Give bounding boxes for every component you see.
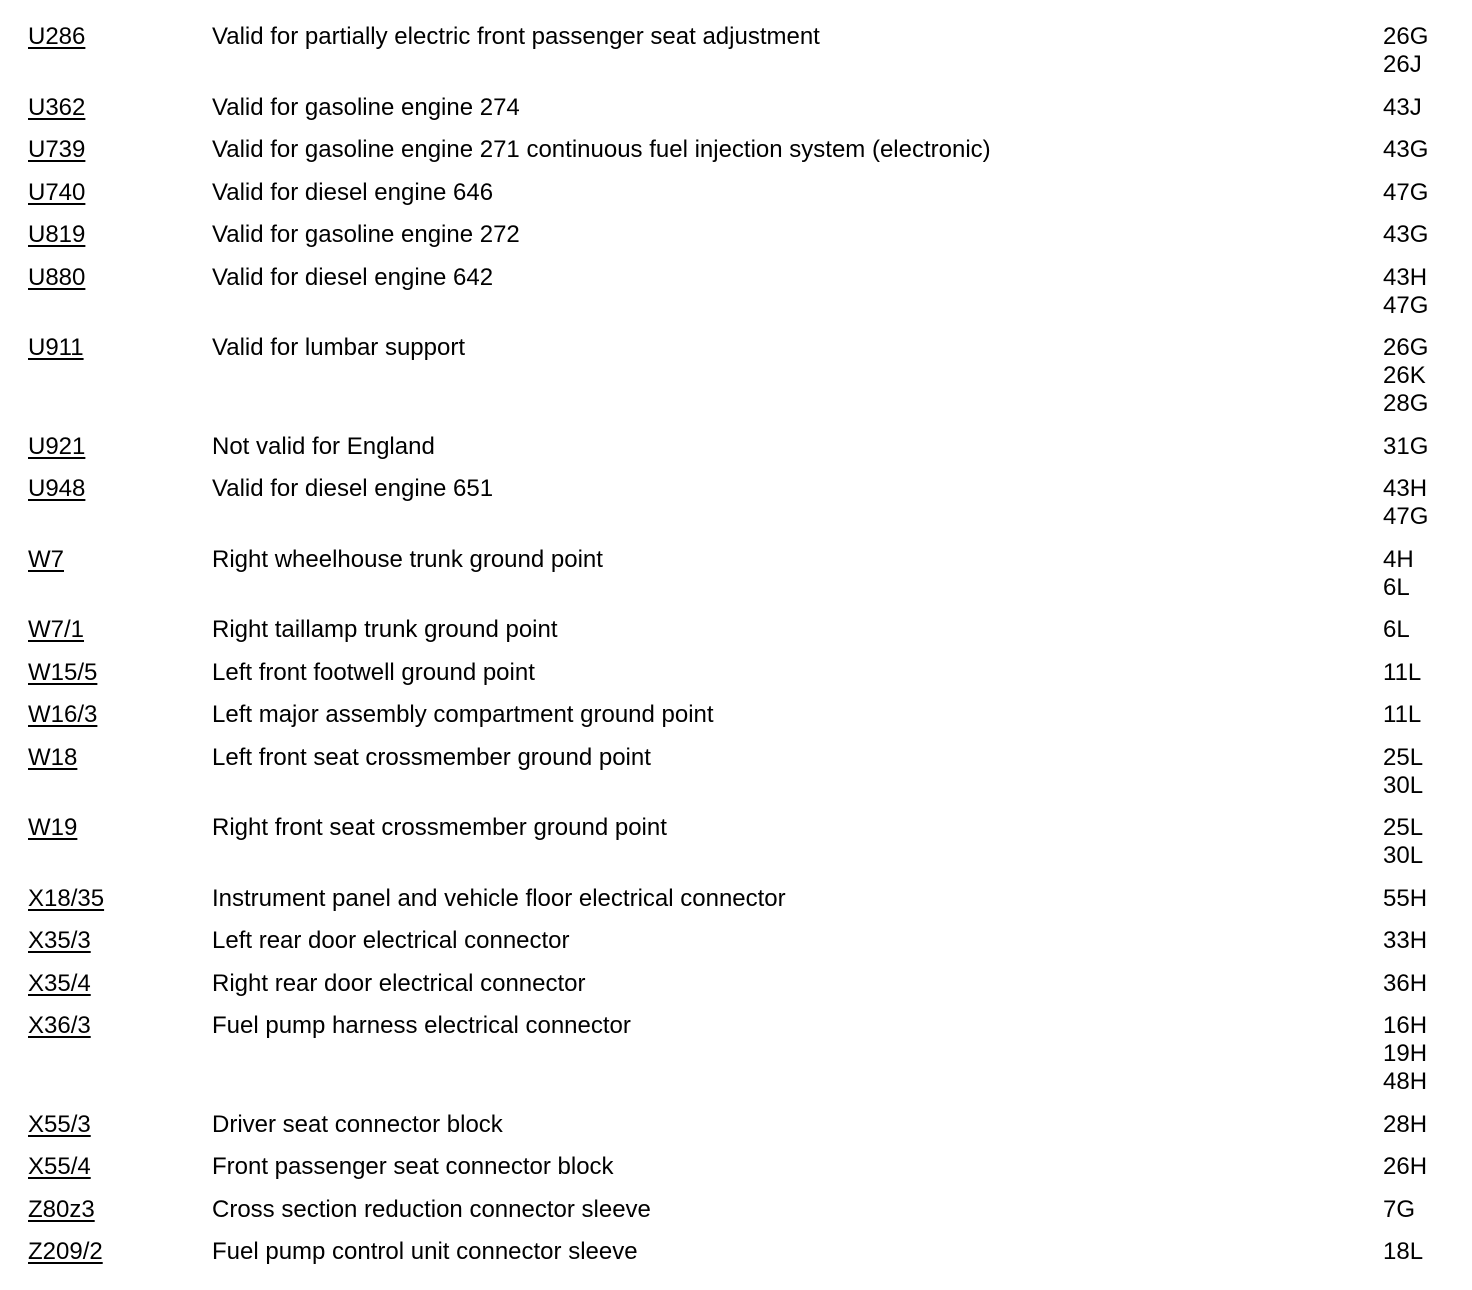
component-code-cell bbox=[0, 1111, 212, 1139]
grid-reference-list bbox=[1383, 179, 1472, 207]
grid-reference: 47G bbox=[1383, 503, 1429, 530]
grid-reference-list bbox=[1383, 264, 1472, 320]
component-code-link[interactable]: W16/3 bbox=[28, 701, 98, 728]
component-description: Front passenger seat connector block bbox=[212, 1153, 614, 1180]
component-code-link[interactable]: X18/35 bbox=[28, 884, 105, 912]
component-code-cell bbox=[0, 1153, 212, 1181]
legend-row bbox=[0, 1238, 1472, 1266]
grid-reference: 33H bbox=[1383, 927, 1428, 954]
component-code-link[interactable]: U911 bbox=[28, 334, 84, 361]
grid-reference-list bbox=[1383, 1153, 1472, 1181]
grid-reference-list bbox=[1383, 701, 1472, 729]
component-code-cell bbox=[0, 1012, 212, 1040]
grid-reference: 18L bbox=[1383, 1238, 1424, 1265]
grid-reference-list bbox=[1383, 23, 1472, 79]
component-code-cell bbox=[0, 334, 212, 362]
component-code-link[interactable]: U880 bbox=[28, 263, 86, 291]
component-code-link[interactable]: U921 bbox=[28, 432, 86, 460]
legend-row bbox=[0, 1153, 1472, 1181]
component-code-link[interactable]: W18 bbox=[28, 743, 78, 771]
component-code-cell bbox=[0, 23, 212, 51]
grid-reference: 26J bbox=[1383, 51, 1422, 78]
component-code-link[interactable]: U362 bbox=[28, 93, 86, 121]
grid-reference: 25L bbox=[1383, 743, 1424, 771]
component-description: Valid for gasoline engine 274 bbox=[212, 93, 520, 121]
component-code-link[interactable]: U286 bbox=[28, 23, 86, 50]
grid-reference-list bbox=[1383, 814, 1472, 870]
component-description: Right rear door electrical connector bbox=[212, 969, 586, 997]
component-description: Driver seat connector block bbox=[212, 1110, 503, 1138]
component-code-cell bbox=[0, 475, 212, 503]
legend-row bbox=[0, 264, 1472, 320]
grid-reference-list bbox=[1383, 1111, 1472, 1139]
component-code-cell bbox=[0, 927, 212, 955]
component-code-cell bbox=[0, 221, 212, 249]
component-code-cell bbox=[0, 546, 212, 574]
legend-row bbox=[0, 221, 1472, 249]
legend-row bbox=[0, 1111, 1472, 1139]
component-code-cell bbox=[0, 264, 212, 292]
grid-reference-list bbox=[1383, 1012, 1472, 1096]
grid-reference: 7G bbox=[1383, 1195, 1416, 1223]
grid-reference-list bbox=[1383, 659, 1472, 687]
legend-row bbox=[0, 659, 1472, 687]
component-code-link[interactable]: U740 bbox=[28, 178, 86, 206]
grid-reference: 43J bbox=[1383, 93, 1422, 121]
component-description: Valid for partially electric front passenger seat adjustment bbox=[212, 23, 820, 50]
component-code-link[interactable]: W19 bbox=[28, 814, 78, 841]
component-code-cell bbox=[0, 659, 212, 687]
component-description: Cross section reduction connector sleeve bbox=[212, 1195, 651, 1223]
legend-row bbox=[0, 885, 1472, 913]
grid-reference: 11L bbox=[1383, 658, 1422, 686]
grid-reference-list bbox=[1383, 1196, 1472, 1224]
component-description: Left major assembly compartment ground point bbox=[212, 701, 714, 728]
legend-row bbox=[0, 927, 1472, 955]
component-description: Valid for gasoline engine 272 bbox=[212, 221, 520, 248]
grid-reference: 16H bbox=[1383, 1012, 1428, 1039]
grid-reference-list bbox=[1383, 475, 1472, 531]
legend-row bbox=[0, 475, 1472, 531]
grid-reference: 26K bbox=[1383, 362, 1426, 389]
component-legend-list bbox=[0, 23, 1472, 1281]
grid-reference: 48H bbox=[1383, 1068, 1428, 1095]
legend-row bbox=[0, 23, 1472, 79]
component-description: Instrument panel and vehicle floor electrical connector bbox=[212, 884, 786, 912]
grid-reference-list bbox=[1383, 744, 1472, 800]
component-description: Valid for gasoline engine 271 continuous fuel injection system (electronic) bbox=[212, 136, 991, 163]
grid-reference-list bbox=[1383, 1238, 1472, 1266]
legend-row bbox=[0, 136, 1472, 164]
component-code-link[interactable]: X55/3 bbox=[28, 1110, 91, 1138]
component-code-link[interactable]: X36/3 bbox=[28, 1012, 91, 1039]
component-code-cell bbox=[0, 701, 212, 729]
component-code-link[interactable]: Z209/2 bbox=[28, 1238, 103, 1265]
legend-row bbox=[0, 94, 1472, 122]
grid-reference: 26G bbox=[1383, 23, 1429, 50]
grid-reference-list bbox=[1383, 616, 1472, 644]
grid-reference: 43G bbox=[1383, 136, 1429, 163]
component-code-cell bbox=[0, 744, 212, 772]
legend-row bbox=[0, 546, 1472, 602]
grid-reference-list bbox=[1383, 221, 1472, 249]
grid-reference: 31G bbox=[1383, 432, 1429, 460]
grid-reference-list bbox=[1383, 927, 1472, 955]
component-code-link[interactable]: X35/4 bbox=[28, 969, 91, 997]
component-code-link[interactable]: W7/1 bbox=[28, 616, 85, 643]
component-code-cell bbox=[0, 616, 212, 644]
component-code-link[interactable]: X35/3 bbox=[28, 927, 91, 954]
component-code-link[interactable]: Z80z3 bbox=[28, 1195, 95, 1223]
component-description: Fuel pump harness electrical connector bbox=[212, 1012, 631, 1039]
grid-reference: 25L bbox=[1383, 814, 1424, 841]
legend-row bbox=[0, 179, 1472, 207]
component-code-link[interactable]: W15/5 bbox=[28, 658, 98, 686]
component-description: Valid for lumbar support bbox=[212, 334, 466, 361]
grid-reference: 30L bbox=[1383, 842, 1424, 869]
component-description: Right taillamp trunk ground point bbox=[212, 616, 558, 643]
grid-reference: 55H bbox=[1383, 884, 1428, 912]
component-code-cell bbox=[0, 1196, 212, 1224]
grid-reference-list bbox=[1383, 885, 1472, 913]
component-code-cell bbox=[0, 885, 212, 913]
component-description: Right front seat crossmember ground point bbox=[212, 814, 667, 841]
grid-reference: 4H bbox=[1383, 545, 1414, 573]
component-description: Left front seat crossmember ground point bbox=[212, 743, 651, 771]
component-description: Left rear door electrical connector bbox=[212, 927, 570, 954]
component-code-link[interactable]: X55/4 bbox=[28, 1153, 91, 1180]
grid-reference: 43H bbox=[1383, 263, 1428, 291]
legend-row bbox=[0, 433, 1472, 461]
component-description: Valid for diesel engine 651 bbox=[212, 475, 494, 502]
grid-reference: 6L bbox=[1383, 616, 1410, 643]
component-code-cell bbox=[0, 814, 212, 842]
grid-reference: 26G bbox=[1383, 334, 1429, 361]
grid-reference: 47G bbox=[1383, 291, 1429, 319]
component-code-cell bbox=[0, 433, 212, 461]
grid-reference: 6L bbox=[1383, 573, 1410, 601]
component-code-link[interactable]: U948 bbox=[28, 475, 86, 502]
grid-reference: 28G bbox=[1383, 390, 1429, 417]
component-description: Not valid for England bbox=[212, 432, 435, 460]
legend-row bbox=[0, 701, 1472, 729]
component-code-cell bbox=[0, 136, 212, 164]
component-code-link[interactable]: U819 bbox=[28, 221, 86, 248]
grid-reference: 36H bbox=[1383, 969, 1428, 997]
legend-row bbox=[0, 1196, 1472, 1224]
grid-reference-list bbox=[1383, 433, 1472, 461]
grid-reference: 43H bbox=[1383, 475, 1428, 502]
grid-reference-list bbox=[1383, 546, 1472, 602]
component-description: Valid for diesel engine 642 bbox=[212, 263, 494, 291]
grid-reference: 28H bbox=[1383, 1110, 1428, 1138]
component-description: Left front footwell ground point bbox=[212, 658, 535, 686]
grid-reference: 26H bbox=[1383, 1153, 1428, 1180]
component-code-cell bbox=[0, 179, 212, 207]
legend-row bbox=[0, 334, 1472, 418]
component-description: Fuel pump control unit connector sleeve bbox=[212, 1238, 638, 1265]
legend-row bbox=[0, 970, 1472, 998]
grid-reference-list bbox=[1383, 94, 1472, 122]
legend-row bbox=[0, 1012, 1472, 1096]
grid-reference: 19H bbox=[1383, 1040, 1428, 1067]
legend-row bbox=[0, 616, 1472, 644]
component-description: Right wheelhouse trunk ground point bbox=[212, 545, 603, 573]
legend-row bbox=[0, 744, 1472, 800]
grid-reference: 11L bbox=[1383, 701, 1422, 728]
grid-reference: 43G bbox=[1383, 221, 1429, 248]
component-description: Valid for diesel engine 646 bbox=[212, 178, 494, 206]
component-code-link[interactable]: W7 bbox=[28, 545, 64, 573]
grid-reference-list bbox=[1383, 334, 1472, 418]
component-code-cell bbox=[0, 1238, 212, 1266]
legend-row bbox=[0, 814, 1472, 870]
grid-reference-list bbox=[1383, 970, 1472, 998]
grid-reference: 47G bbox=[1383, 178, 1429, 206]
component-code-link[interactable]: U739 bbox=[28, 136, 86, 163]
component-code-cell bbox=[0, 94, 212, 122]
grid-reference: 30L bbox=[1383, 771, 1424, 799]
grid-reference-list bbox=[1383, 136, 1472, 164]
component-code-cell bbox=[0, 970, 212, 998]
